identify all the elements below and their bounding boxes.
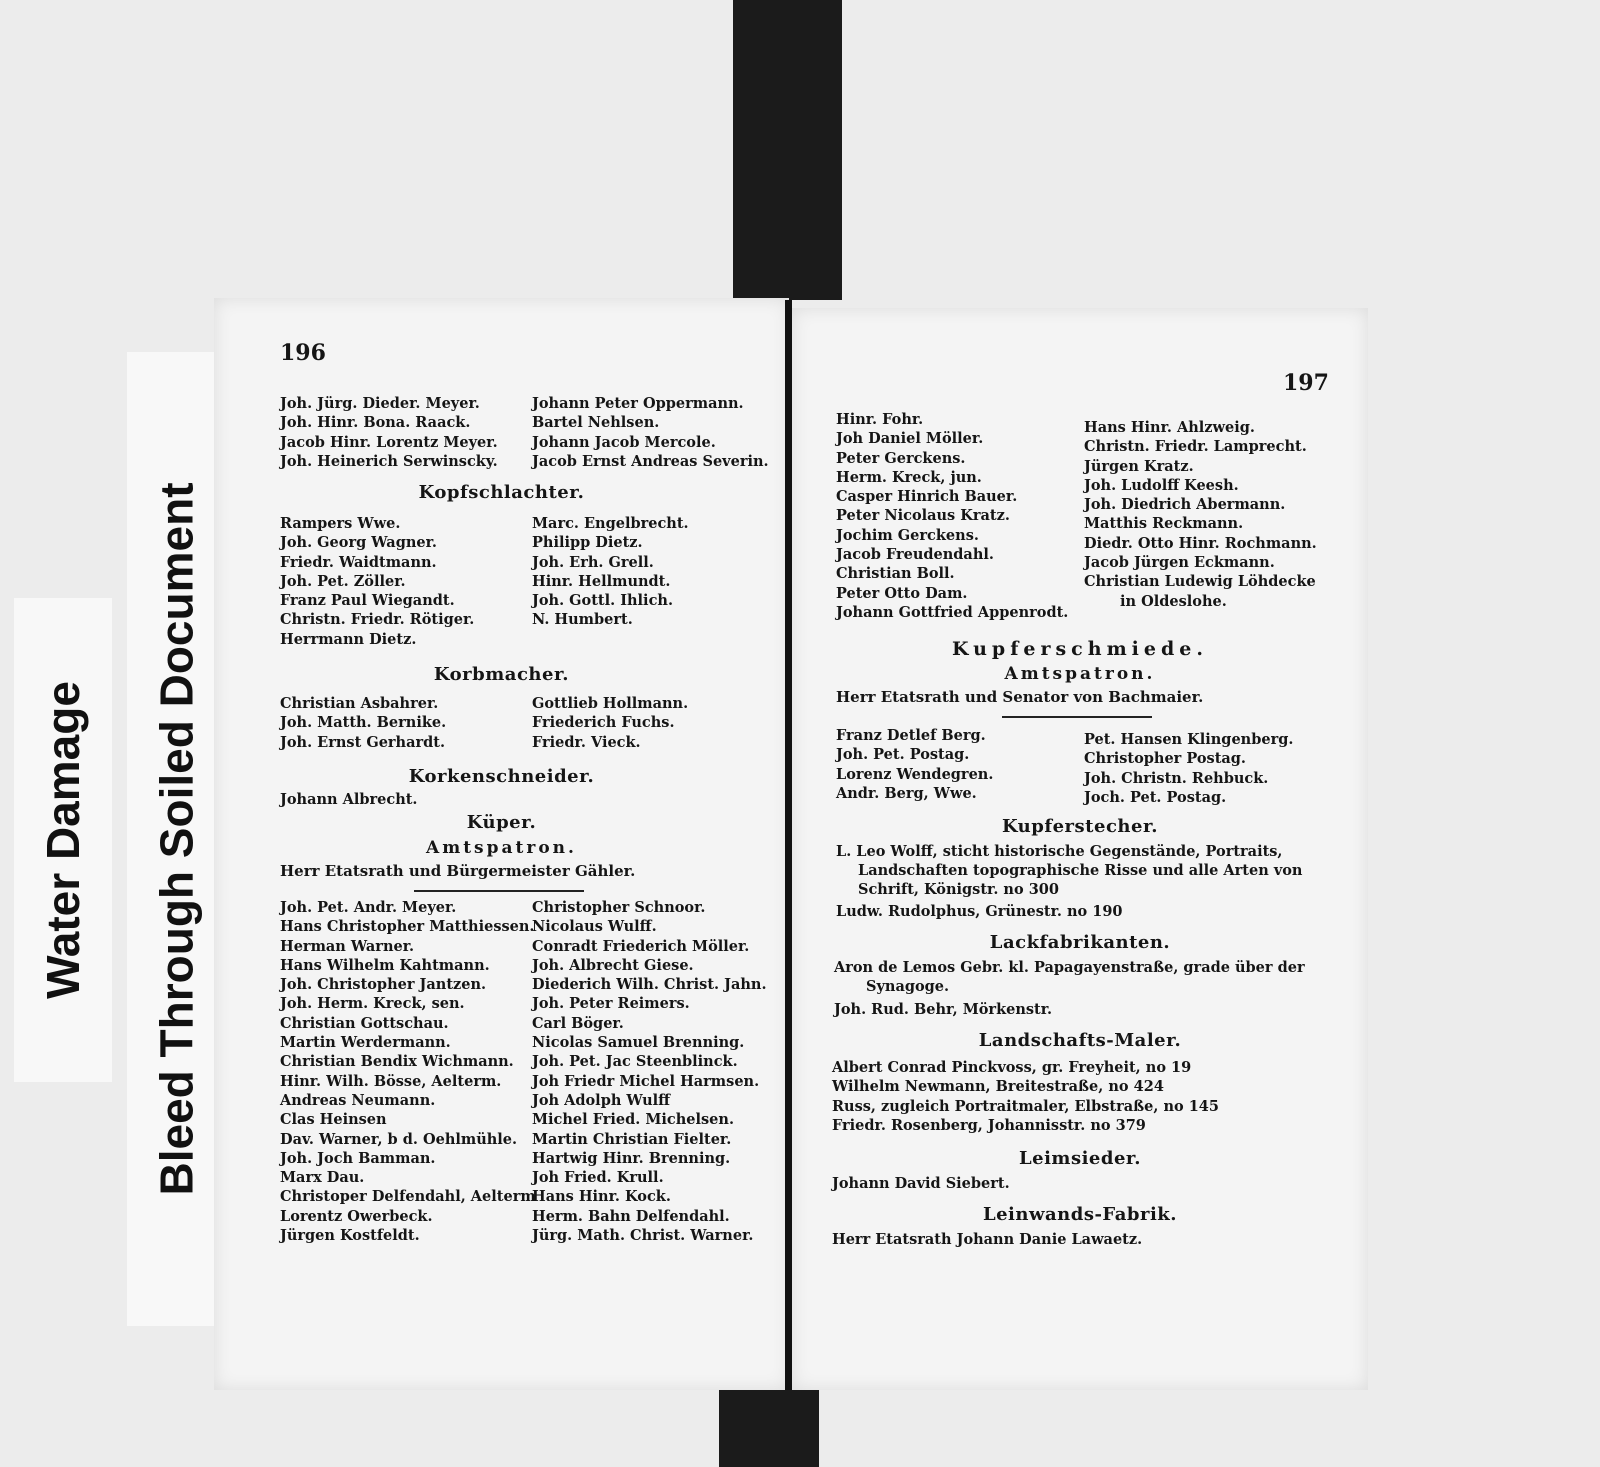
top-binding-strip [733,0,842,300]
list-item: Hinr. Wilh. Bösse, Aelterm. [280,1072,502,1090]
list-item: Russ, zugleich Portraitmaler, Elbstraße, no 145 [832,1097,1219,1115]
list-item: Matthis Reckmann. [1084,515,1244,533]
list-item: Friedr. Rosenberg, Johannisstr. no 379 [832,1116,1146,1134]
list-item: Wilhelm Newmann, Breitestraße, no 424 [832,1078,1164,1096]
water-damage-label [14,598,112,1082]
list-item: Joh. Pet. Postag. [836,746,970,764]
list-item: Marx Dau. [280,1169,365,1187]
list-item: Franz Detlef Berg. [836,727,986,744]
kopfschlachter-list [280,514,689,649]
list-item: Joh. Ludolff Keesh. [1084,476,1239,494]
kuper-list [280,898,767,1245]
list-item: Johann Gottfried Appenrodt. [836,603,1069,621]
list-item: Joh Daniel Möller. [836,430,984,448]
list-item: Hartwig Hinr. Brenning. [532,1149,731,1167]
list-item: Bartel Nehlsen. [532,414,660,432]
patron-kuper: Herr Etatsrath und Bürgermeister Gähler. [280,862,636,880]
list-item: Jacob Jürgen Eckmann. [1084,554,1275,572]
list-item: Casper Hinrich Bauer. [836,488,1018,506]
list-item: Jürgen Kratz. [1084,457,1194,475]
lackfabrikanten-entry-2: Joh. Rud. Behr, Mörkenstr. [834,1001,1053,1018]
list-item: Nicolas Samuel Brenning. [532,1034,745,1052]
list-item: Joh. Pet. Zöller. [280,572,406,590]
list-item: Lorentz Owerbeck. [280,1207,433,1225]
list-item: Hans Wilhelm Kahtmann. [280,956,490,974]
list-item: Joch. Pet. Postag. [1084,788,1227,806]
list-item: Hans Christopher Matthiessen. [280,918,535,936]
list-item: Marc. Engelbrecht. [532,515,689,532]
patron-kupferschmiede: Herr Etatsrath und Senator von Bachmaier. [836,688,1204,706]
korbmacher-list [280,694,688,752]
list-item: Diedr. Otto Hinr. Rochmann. [1084,534,1317,552]
list-item: Herm. Kreck, jun. [836,468,982,486]
list-item: Andr. Berg, Wwe. [836,784,977,802]
page-number-196: 196 [280,340,326,366]
list-item: Nicolaus Wulff. [532,918,657,936]
list-item: Hinr. Hellmundt. [532,572,671,590]
list-item: Christopher Postag. [1084,750,1246,768]
list-item: Albert Conrad Pinckvoss, gr. Freyheit, no 19 [832,1059,1192,1076]
list-item: Joh. Christn. Rehbuck. [1084,769,1269,787]
divider [1002,716,1152,718]
list-item: Joh. Peter Reimers. [532,995,690,1013]
list-item: Clas Heinsen [280,1111,387,1129]
list-item: Peter Otto Dam. [836,584,968,602]
lackfabrikanten-entry-1: Aron de Lemos Gebr. kl. Papagayenstraße, grade über der Synagoge. [834,959,1305,995]
list-item: Johann Jacob Mercole. [532,433,716,451]
list-item: Christian Ludewig Löhdecke [1084,573,1316,591]
list-item: Gottlieb Hollmann. [532,695,689,712]
list-item: Joh. Diedrich Abermann. [1084,496,1286,514]
list-item: N. Humbert. [532,611,633,629]
list-item: Andreas Neumann. [280,1091,436,1109]
list-item: Christopher Schnoor. [532,899,706,916]
list-item: Joh. Ernst Gerhardt. [280,733,446,751]
leinwands-fabrik-entry: Herr Etatsrath Johann Danie Lawaetz. [832,1231,1143,1248]
list-item: Joh. Erh. Grell. [532,553,654,571]
list-item: Joh Friedr Michel Harmsen. [532,1072,760,1090]
heading-kuper: Küper. [466,812,537,833]
list-item: Joh. Matth. Bernike. [280,714,447,732]
list-item: Friedr. Vieck. [532,733,641,751]
landschafts-maler-list [832,1058,1219,1135]
list-item: Friedr. Waidtmann. [280,553,437,571]
kupferstecher-entry-1: L. Leo Wolff, sticht historische Gegenstände, Portraits, Landschaften topographische Risse und alle Arten von Schrift, Königstr. no 300 [836,843,1303,898]
list-item: Joh. Heinerich Serwinscky. [280,452,498,470]
bleed-through-text: Bleed Through Soiled Document [151,482,203,1196]
list-item: Herman Warner. [280,937,415,955]
list-item: Hans Hinr. Kock. [532,1188,671,1206]
heading-kupferschmiede: Kupferschmiede. [952,638,1208,660]
list-item: Dav. Warner, b d. Oehlmühle. [280,1130,518,1148]
list-item: Philipp Dietz. [532,534,643,552]
water-damage-text: Water Damage [37,681,90,999]
list-item: Joh. Herm. Kreck, sen. [280,995,465,1013]
list-item: Christian Gottschau. [280,1014,449,1032]
list-item: Johann Peter Oppermann. [532,395,744,412]
right-page [792,308,1368,1390]
list-item: Joh. Jürg. Dieder. Meyer. [280,395,480,412]
bottom-binding-strip [719,1383,819,1467]
list-item: Jochim Gerckens. [836,526,979,544]
left-page [214,298,789,1390]
list-item: Christian Boll. [836,565,955,583]
list-item: Christian Asbahrer. [280,695,439,712]
subheading-amtspatron-kuper: Amtspatron. [426,838,577,858]
kupferstecher-entry-2: Ludw. Rudolphus, Grünestr. no 190 [836,903,1123,920]
heading-leinwands-fabrik: Leinwands-Fabrik. [982,1204,1178,1225]
heading-kupferstecher: Kupferstecher. [1001,816,1159,837]
list-item: Joh. Pet. Andr. Meyer. [280,899,457,916]
list-item: Joh. Georg Wagner. [280,534,437,552]
list-item: Joh. Pet. Jac Steenblinck. [532,1053,738,1071]
list-item: Peter Nicolaus Kratz. [836,507,1010,525]
list-item: Jacob Hinr. Lorentz Meyer. [280,433,498,451]
list-item: Hinr. Fohr. [836,411,924,428]
list-item: Diederich Wilh. Christ. Jahn. [532,976,767,994]
top-names-right-page [836,410,1317,622]
bleed-through-label [127,352,227,1326]
list-item: Conradt Friederich Möller. [532,937,750,955]
top-names-left-page [280,394,769,471]
list-item: Peter Gerckens. [836,449,966,467]
list-item: Christn. Friedr. Rötiger. [280,611,475,629]
kupferschmiede-list [836,726,1293,807]
list-item: Herm. Bahn Delfendahl. [532,1207,730,1225]
page-number-197: 197 [1283,370,1329,396]
subheading-amtspatron-kupferschmiede: Amtspatron. [1004,664,1156,684]
list-item: Christoper Delfendahl, Aelterm [280,1188,536,1206]
list-item: Friederich Fuchs. [532,714,675,732]
list-item: Rampers Wwe. [280,515,401,532]
list-item: Johann Albrecht. [280,791,418,808]
leimsieder-entry: Johann David Siebert. [832,1175,1010,1192]
heading-landschafts-maler: Landschafts-Maler. [978,1030,1182,1051]
list-item: Joh. Gottl. Ihlich. [532,592,673,610]
list-item: Joh Fried. Krull. [532,1169,664,1187]
list-item: Jacob Freudendahl. [836,546,994,564]
book-gutter [785,300,792,1390]
heading-leimsieder: Leimsieder. [1018,1148,1142,1169]
list-item: Martin Werdermann. [280,1034,451,1052]
list-item: Hans Hinr. Ahlzweig. [1084,419,1255,436]
list-item: Joh Adolph Wulff [532,1091,671,1109]
list-item: Herrmann Dietz. [280,630,417,648]
list-item: Franz Paul Wiegandt. [280,592,455,610]
list-item: Jürgen Kostfeldt. [280,1227,420,1245]
list-item: Christian Bendix Wichmann. [280,1053,514,1071]
list-item: in Oldeslohe. [1120,592,1227,610]
list-item: Joh. Hinr. Bona. Raack. [280,414,471,432]
list-item: Joh. Albrecht Giese. [532,956,694,974]
heading-lackfabrikanten: Lackfabrikanten. [989,932,1171,953]
list-item: Martin Christian Fielter. [532,1130,732,1148]
heading-kopfschlachter: Kopfschlachter. [418,482,585,503]
list-item: Jürg. Math. Christ. Warner. [532,1227,754,1245]
list-item: Pet. Hansen Klingenberg. [1084,731,1294,748]
list-item: Christn. Friedr. Lamprecht. [1084,438,1307,456]
list-item: Lorenz Wendegren. [836,765,994,783]
list-item: Jacob Ernst Andreas Severin. [532,452,769,470]
list-item: Joh. Joch Bamman. [280,1149,436,1167]
heading-korkenschneider: Korkenschneider. [408,766,595,787]
list-item: Joh. Christopher Jantzen. [280,976,487,994]
list-item: Michel Fried. Michelsen. [532,1111,735,1129]
list-item: Carl Böger. [532,1014,624,1032]
divider [414,890,584,892]
heading-korbmacher: Korbmacher. [433,664,570,685]
